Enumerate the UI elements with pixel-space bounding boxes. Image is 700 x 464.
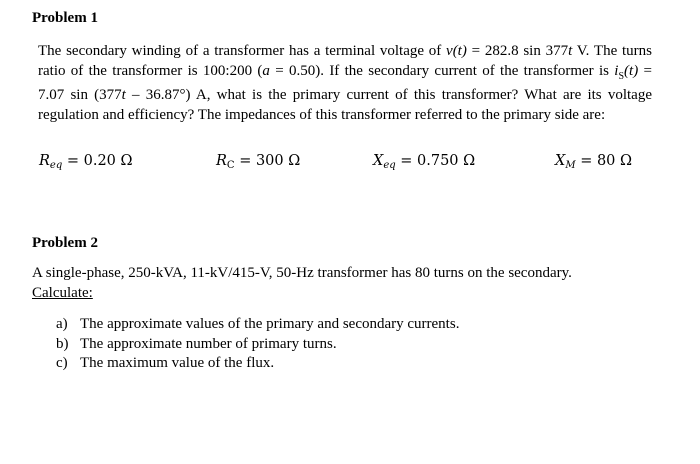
list-marker: c) — [56, 355, 68, 371]
list-item-text: The maximum value of the flux. — [80, 355, 275, 371]
list-item-text: The approximate number of primary turns. — [80, 335, 337, 352]
list-marker: b) — [56, 335, 69, 352]
current-variable: i — [614, 62, 619, 79]
impedance-symbol: R — [216, 153, 227, 169]
impedance-rc — [216, 153, 300, 171]
problem-2-text: A single-phase, 250-kVA, 11-kV/415-V, 50-Hz transformer has 80 turns on the secondary. — [32, 265, 572, 281]
impedance-value: = 0.750 Ω — [400, 153, 476, 169]
p1-text-segment: = 0.50). If the secondary current of the transformer is — [269, 62, 615, 79]
impedance-subscript: M — [565, 160, 576, 171]
problem-2-task-list — [56, 315, 459, 374]
voltage-variable: v(t) — [446, 43, 467, 59]
impedance-xeq — [373, 153, 475, 171]
impedance-req — [39, 153, 133, 171]
time-variable: t — [121, 87, 126, 103]
list-item — [56, 354, 459, 374]
list-marker: a) — [56, 316, 68, 332]
current-variable-arg: (t) — [624, 62, 639, 79]
problem-1-heading: Problem 1 — [32, 10, 98, 26]
list-item — [56, 315, 459, 335]
impedance-xm — [555, 153, 632, 171]
impedance-symbol: X — [373, 153, 384, 169]
list-item — [56, 335, 459, 355]
impedance-value: = 80 Ω — [580, 153, 633, 169]
impedance-symbol: X — [555, 153, 566, 169]
problem-1-statement — [38, 42, 652, 125]
p1-text-segment: = 282.8 sin 377 — [466, 43, 569, 59]
list-item-text: The approximate values of the primary and secondary currents. — [80, 316, 460, 332]
impedance-value: = 300 Ω — [239, 153, 301, 169]
impedance-value: = 0.20 Ω — [66, 153, 133, 169]
problem-2-statement — [32, 264, 660, 303]
p1-text-segment: The secondary winding of a transformer has a terminal voltage of — [38, 43, 447, 59]
turns-ratio-variable: a — [262, 62, 270, 79]
calculate-label: Calculate: — [32, 284, 93, 301]
impedance-subscript: eq — [383, 160, 396, 171]
p1-text-segment: = 7.07 sin (377 — [38, 62, 652, 103]
current-subscript: S — [618, 70, 625, 82]
problem-2-heading: Problem 2 — [32, 235, 98, 251]
p1-text-segment: – 36.87°) A, what is the primary current of this transformer? What are its voltage regulation and efficiency? The impedances of this transformer referred to the primary side are: — [38, 87, 652, 123]
p1-text-segment: V. The turns ratio of the transformer is 100:200 ( — [38, 43, 652, 79]
impedance-subscript: C — [226, 160, 235, 171]
time-variable: t — [568, 43, 573, 59]
impedance-subscript: eq — [49, 160, 63, 171]
impedance-symbol: R — [39, 153, 50, 169]
